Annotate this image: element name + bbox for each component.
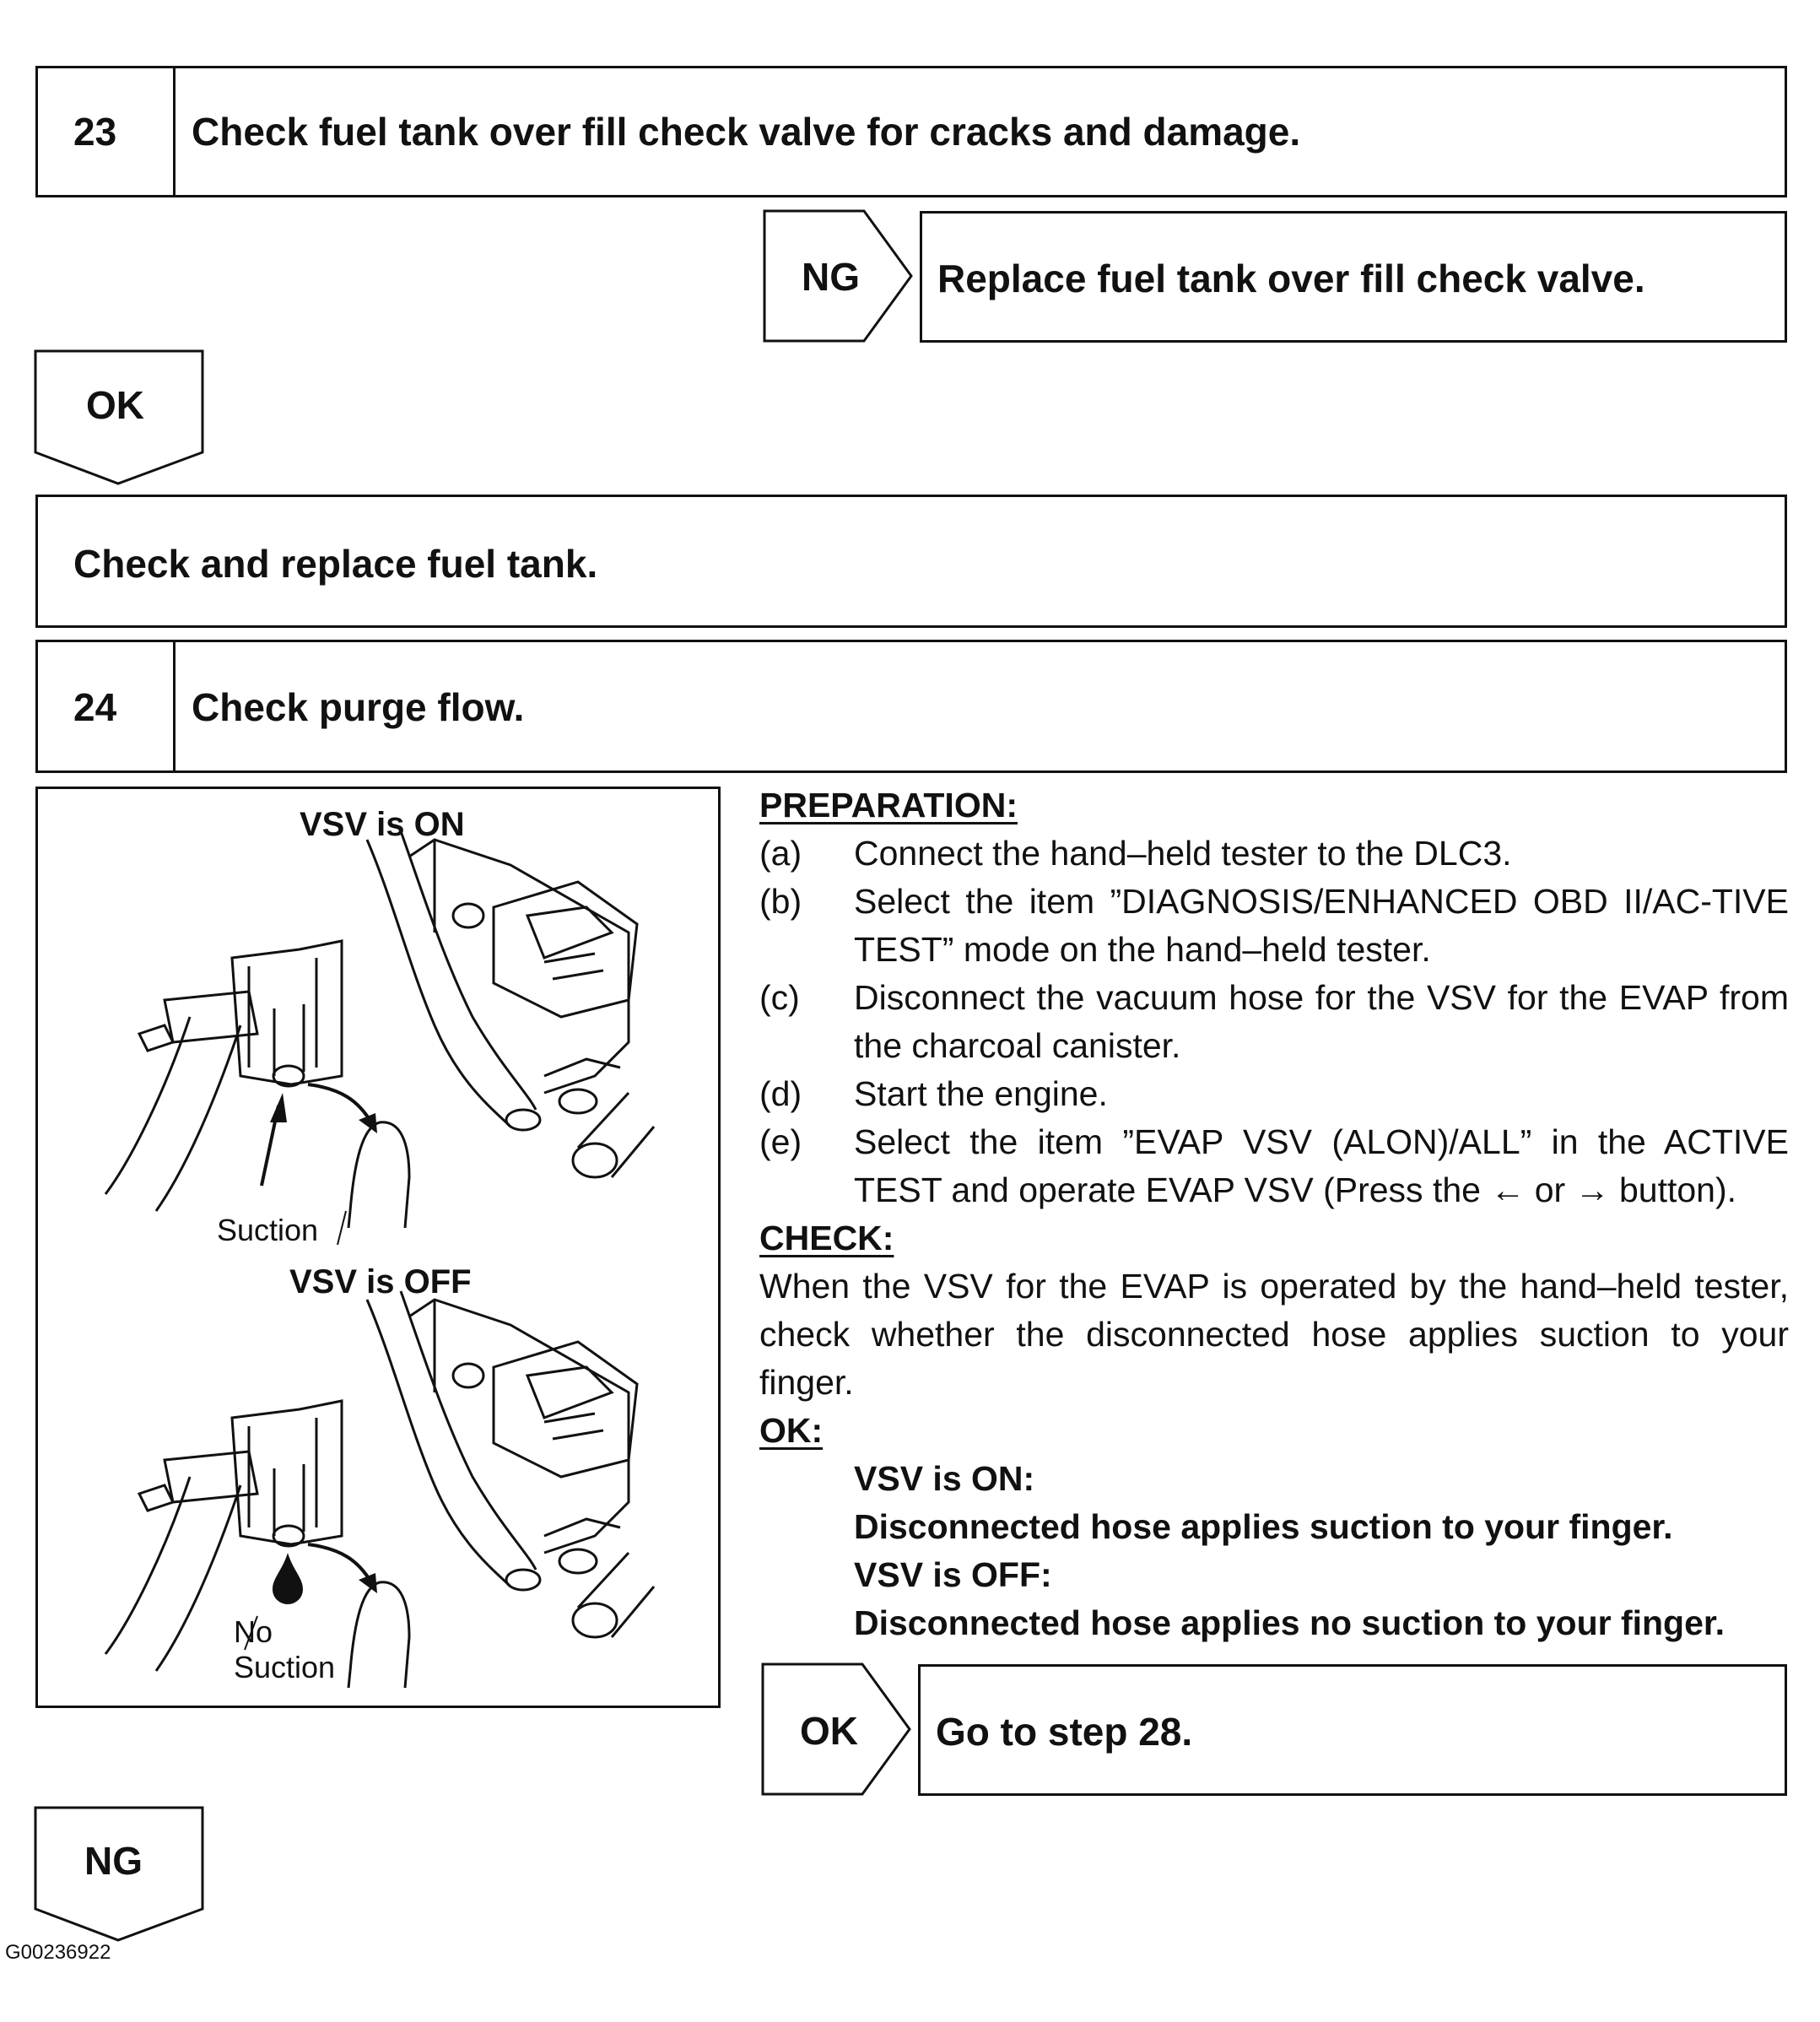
step-23-header [35, 66, 1787, 197]
step-23-divider [173, 68, 176, 195]
step-24-ok-action: Go to step 28. [936, 1710, 1193, 1754]
step-23-number: 23 [73, 110, 117, 154]
preparation-heading: PREPARATION: [759, 786, 1018, 824]
prep-item-e [759, 1118, 1789, 1214]
figure-code: G00236922 [5, 1941, 111, 1964]
no-suction-drop [273, 1553, 303, 1604]
check-text: When the VSV for the EVAP is operated by the hand–held tester, check whether the disconnected hose applies suction to your finger. [759, 1267, 1789, 1402]
suction-arrow-head [270, 1093, 287, 1122]
check-heading: CHECK: [759, 1219, 894, 1257]
step-23-ok-action-box [35, 495, 1787, 628]
ok-condition-3: VSV is OFF: [854, 1555, 1052, 1594]
step-24-instructions [759, 781, 1789, 1647]
vsv-off-drawing [105, 1291, 654, 1688]
step-24-title: Check purge flow. [192, 685, 525, 729]
prep-item-a-label: (a) [759, 834, 802, 873]
vsv-off-label-line2: Suction [234, 1650, 336, 1684]
prep-item-c-label: (c) [759, 978, 800, 1017]
prep-item-e-text: Select the item ”EVAP VSV (ALON)/ALL” in the ACTIVE TEST and operate EVAP VSV (Press the ← or → button). [854, 1122, 1789, 1209]
step-24-ng-label: NG [84, 1839, 143, 1883]
prep-item-c-text: Disconnect the vacuum hose for the VSV for the EVAP from the charcoal canister. [854, 978, 1789, 1065]
prep-item-a [759, 830, 1789, 878]
step-23-ng-action: Replace fuel tank over fill check valve. [937, 257, 1645, 300]
step-24-divider [173, 642, 176, 770]
ok-condition-2: Disconnected hose applies suction to your finger. [854, 1507, 1673, 1546]
step-23-title: Check fuel tank over fill check valve for cracks and damage. [192, 110, 1301, 154]
vsv-on-drawing [105, 831, 654, 1228]
prep-item-c [759, 974, 1789, 1070]
vsv-on-suction-label: Suction [217, 1213, 319, 1247]
vsv-off-flow-arrow [308, 1544, 371, 1582]
step-24-number: 24 [73, 685, 117, 729]
prep-item-d [759, 1070, 1789, 1118]
step-24-ok-action-box [918, 1664, 1787, 1796]
prep-item-e-label: (e) [759, 1122, 802, 1161]
prep-item-d-text: Start the engine. [854, 1074, 1108, 1113]
step-24-ok-label: OK [800, 1709, 858, 1753]
ok-condition-4: Disconnected hose applies no suction to your finger. [854, 1603, 1725, 1642]
vsv-illustration-frame [35, 787, 721, 1708]
prep-item-d-label: (d) [759, 1074, 802, 1113]
vsv-off-caption: VSV is OFF [289, 1263, 472, 1300]
prep-item-b-label: (b) [759, 882, 802, 921]
prep-item-b-text: Select the item ”DIAGNOSIS/ENHANCED OBD II/AC-TIVE TEST” mode on the hand–held tester. [854, 882, 1789, 969]
step-23-ng-label: NG [802, 255, 860, 299]
ok-condition-1: VSV is ON: [854, 1459, 1035, 1498]
step-23-ok-label: OK [86, 383, 144, 427]
step-23-ok-action: Check and replace fuel tank. [73, 542, 598, 586]
vsv-on-flow-arrow [308, 1084, 371, 1122]
step-24-header [35, 640, 1787, 773]
vsv-on-caption: VSV is ON [300, 806, 465, 843]
vsv-off-label-line1: No [234, 1614, 273, 1649]
prep-item-b [759, 878, 1789, 974]
prep-item-a-text: Connect the hand–held tester to the DLC3. [854, 834, 1512, 873]
vsv-illustration [38, 789, 718, 1706]
step-23-ng-action-box [920, 211, 1787, 343]
ok-heading: OK: [759, 1411, 824, 1450]
